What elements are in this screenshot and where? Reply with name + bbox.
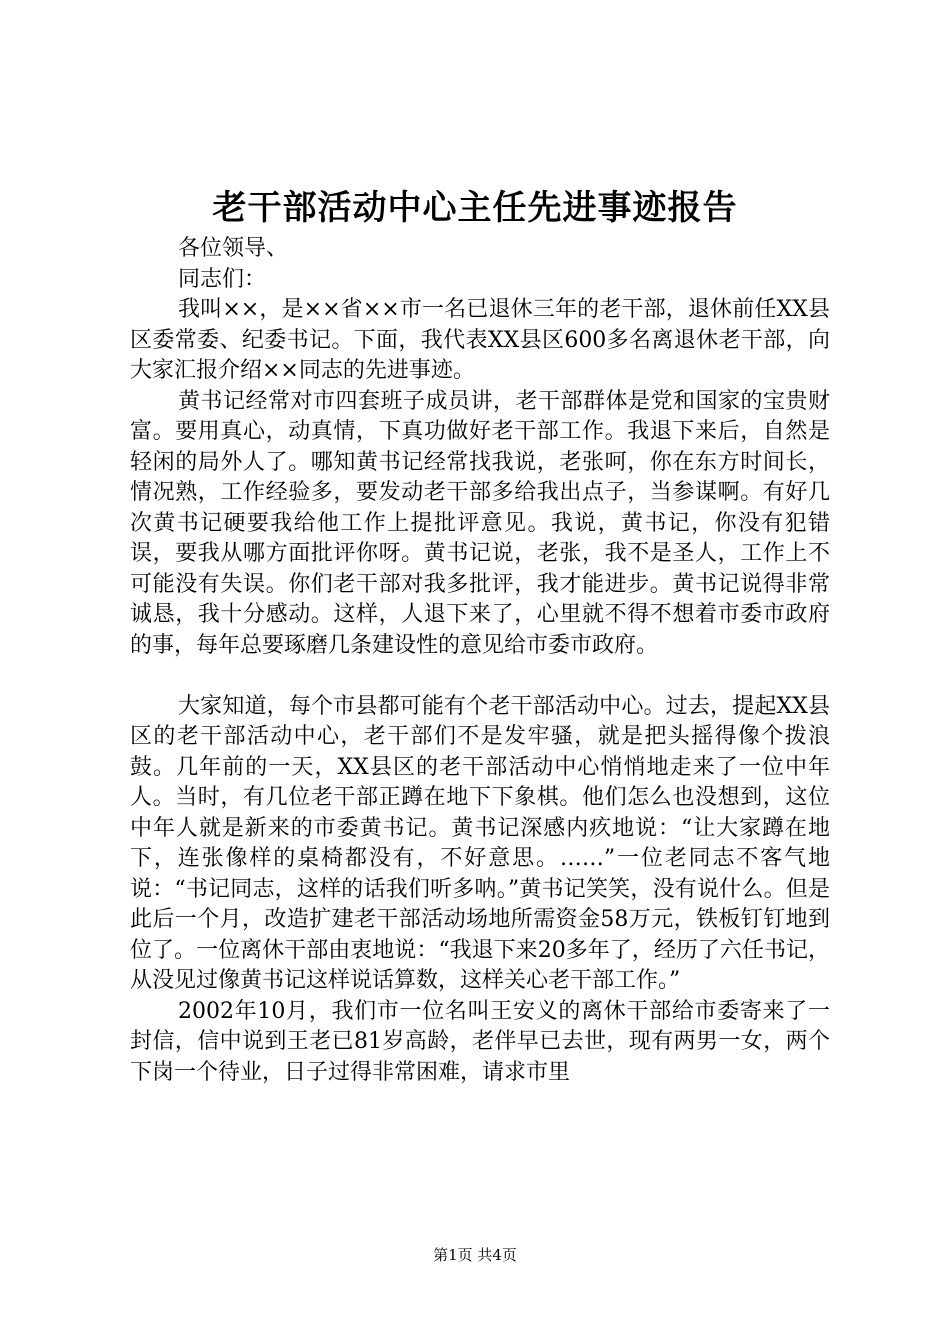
paragraph-intro: 我叫××，是××省××市一名已退休三年的老干部，退休前任XX县区委常委、纪委书记。下面，我代表XX县区600多名离退休老干部，向大家汇报介绍××同志的先进事迹。 (130, 297, 830, 383)
paragraph-activity-center: 大家知道，每个市县都可能有个老干部活动中心。过去，提起XX县区的老干部活动中心，老干部们不是发牢骚，就是把头摇得像个拨浪鼓。几年前的一天，XX县区的老干部活动中心悄悄地走来了一位中年人。当时，有几位老干部正蹲在地下下象棋。他们怎么也没想到，这位中年人就是新来的市委黄书记。黄书记深感内疚地说：“让大家蹲在地下，连张像样的桌椅都没有，不好意思。……”一位老同志不客气地说：“书记同志，这样的话我们听多呐。”黄书记笑笑，没有说什么。但是此后一个月，改造扩建老干部活动场地所需资金58万元，铁板钉钉地到位了。一位离休干部由衷地说：“我退下来20多年了，经历了六任书记，从没见过像黄书记这样说话算数，这样关心老干部工作。” (130, 693, 830, 993)
salutation-comrades: 同志们： (178, 266, 267, 292)
paragraph-secretary-huang: 黄书记经常对市四套班子成员讲，老干部群体是党和国家的宝贵财富。要用真心，动真情，下真功做好老干部工作。我退下来后，自然是轻闲的局外人了。哪知黄书记经常找我说，老张呵，你在东方时间长，情况熟，工作经验多，要发动老干部多给我出点子，当参谋啊。有好几次黄书记硬要我给他工作上提批评意见。我说，黄书记，你没有犯错误，要我从哪方面批评你呀。黄书记说，老张，我不是圣人，工作上不可能没有失误。你们老干部对我多批评，我才能进步。黄书记说得非常诚恳，我十分感动。这样，人退下来了，心里就不得不想着市委市政府的事，每年总要琢磨几条建设性的意见给市委市政府。 (130, 388, 830, 658)
paragraph-spacer (130, 661, 830, 692)
page-footer: 第1页 共4页 (433, 1246, 517, 1264)
document-body (130, 234, 830, 1088)
salutation-leaders: 各位领导、 (178, 236, 289, 261)
document-title: 老干部活动中心主任先进事迹报告 (212, 188, 738, 228)
paragraph-letter-2002: 2002年10月，我们市一位名叫王安义的离休干部给市委寄来了一封信，信中说到王老已81岁高龄，老伴早已去世，现有两男一女，两个下岗一个待业，日子过得非常困难，请求市里 (130, 998, 830, 1085)
